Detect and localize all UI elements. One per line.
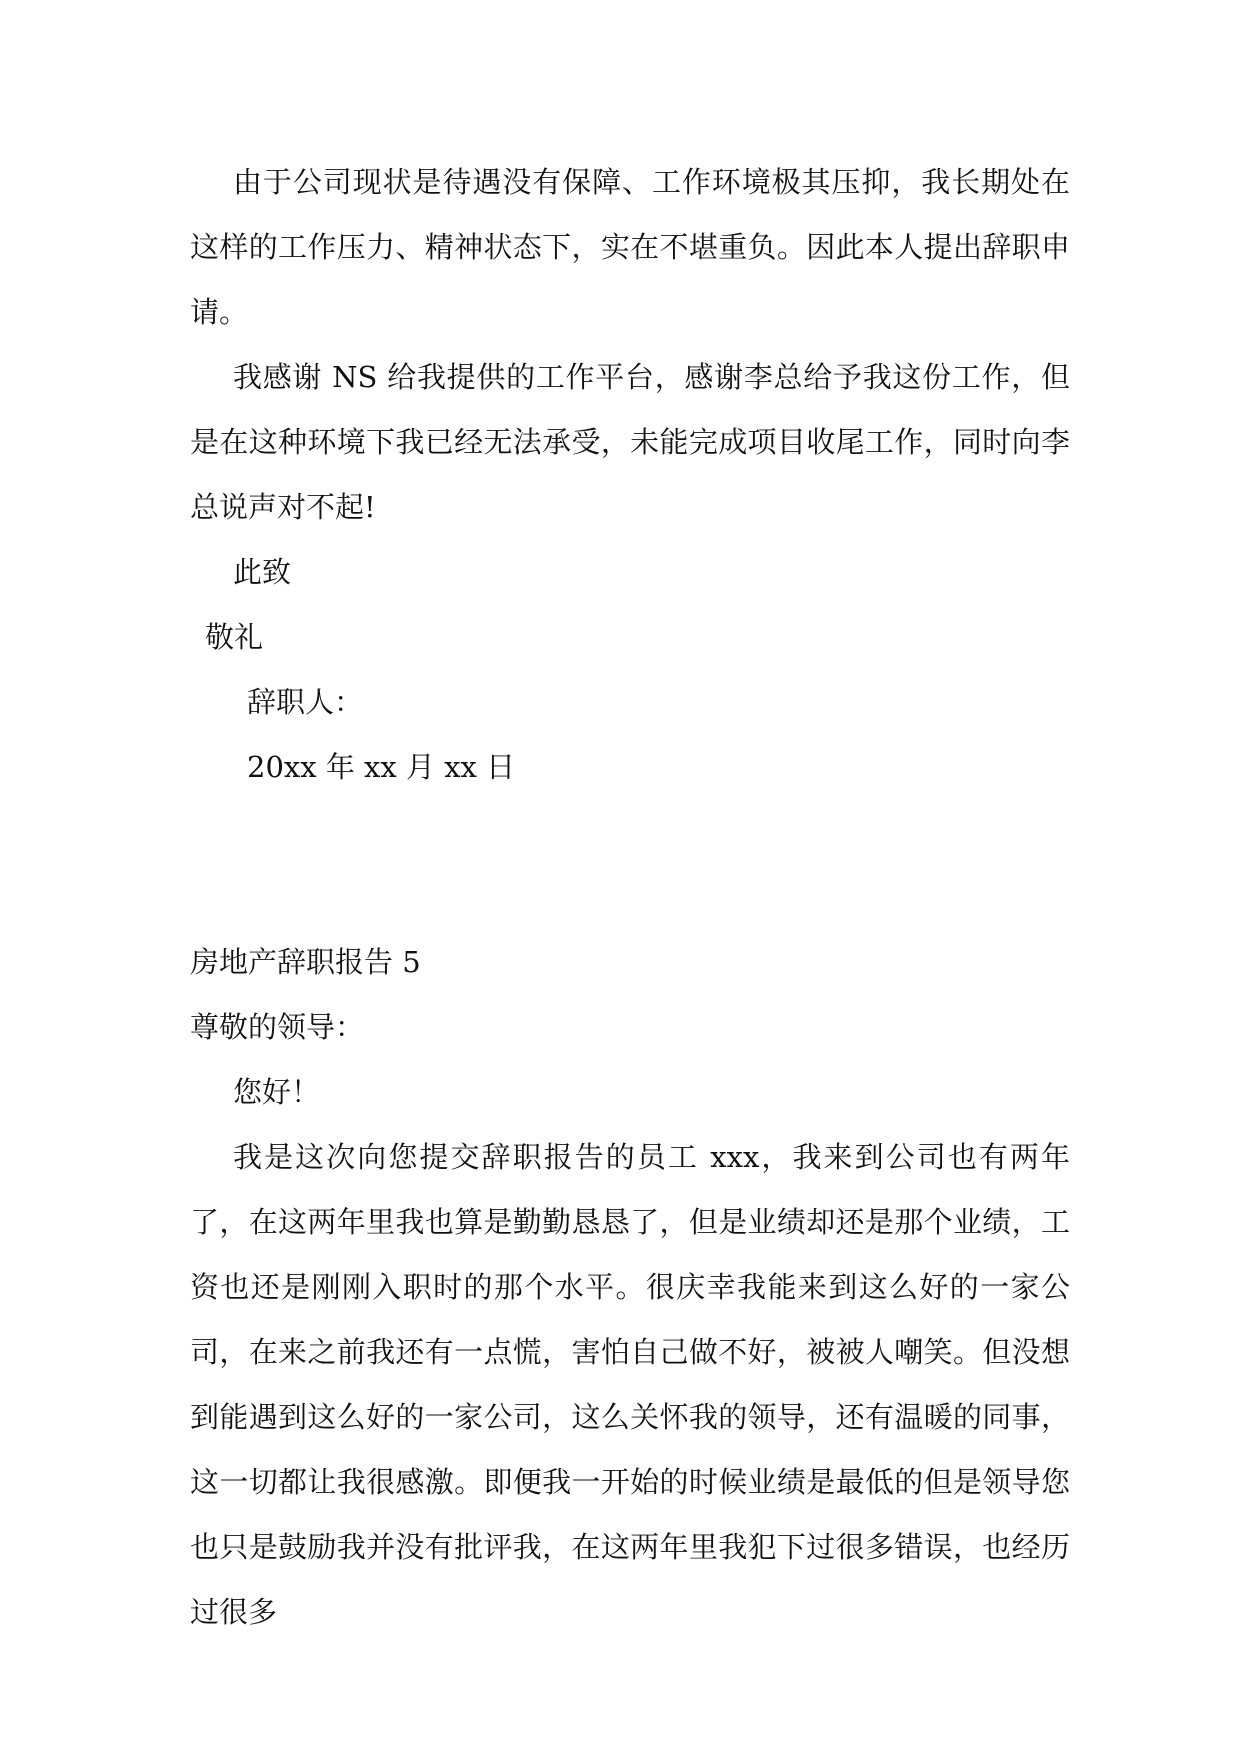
- signer-line: 辞职人：: [247, 685, 364, 719]
- closing-line-2: 敬礼: [205, 620, 264, 654]
- document-body: [190, 150, 1070, 1645]
- report-paragraph-1: 我是这次向您提交辞职报告的员工 xxx，我来到公司也有两年了，在这两年里我也算是勤勤恳恳了，但是业绩却还是那个业绩，工资也还是刚刚入职时的那个水平。很庆幸我能来到这么好的一家公司，在来之前我还有一点慌，害怕自己做不好，被被人嘲笑。但没想到能遇到这么好的一家公司，这么关怀我的领导，还有温暖的同事，这一切都让我很感激。即便我一开始的时候业绩是最低的但是领导您也只是鼓励我并没有批评我，在这两年里我犯下过很多错误，也经历过很多: [190, 1140, 1070, 1629]
- letter-paragraph-2: 我感谢 NS 给我提供的工作平台，感谢李总给予我这份工作，但是在这种环境下我已经无法承受，未能完成项目收尾工作，同时向李总说声对不起!: [190, 360, 1070, 524]
- section-title: 房地产辞职报告 5: [190, 945, 421, 979]
- greeting: 您好！: [233, 1075, 321, 1109]
- closing-line-1: 此致: [233, 555, 292, 589]
- salutation: 尊敬的领导：: [190, 1010, 365, 1044]
- section-gap: [190, 800, 1070, 930]
- date-line: 20xx 年 xx 月 xx 日: [247, 750, 516, 784]
- letter-paragraph-1: 由于公司现状是待遇没有保障、工作环境极其压抑，我长期处在这样的工作压力、精神状态下，实在不堪重负。因此本人提出辞职申请。: [190, 165, 1070, 329]
